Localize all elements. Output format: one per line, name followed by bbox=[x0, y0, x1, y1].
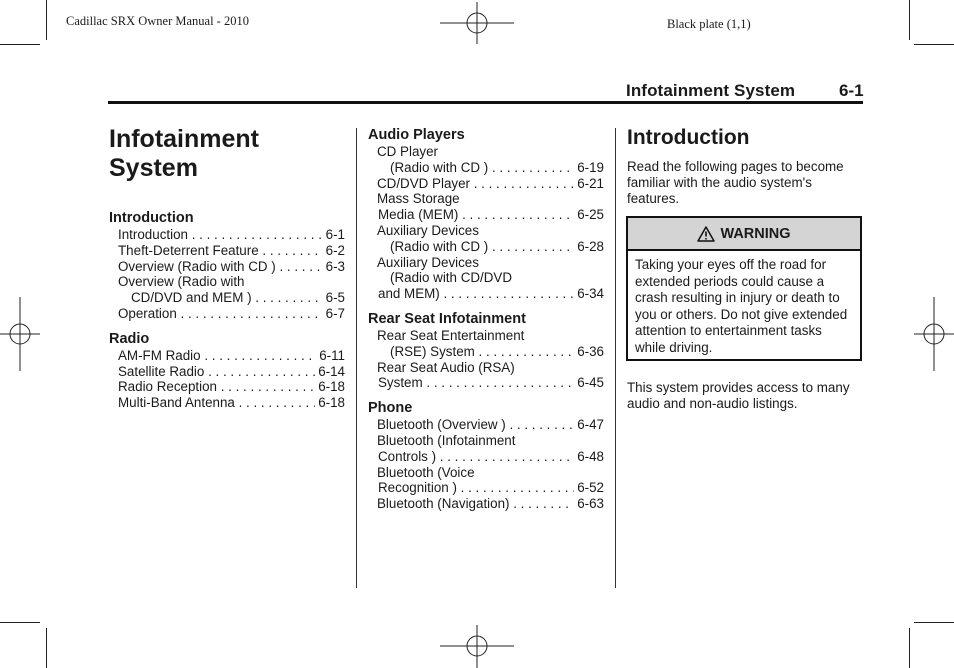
toc-entry-page: 6-2 bbox=[325, 242, 345, 258]
toc-entry[interactable] bbox=[368, 433, 604, 449]
warning-label: WARNING bbox=[720, 225, 791, 242]
crop-mark bbox=[0, 44, 40, 45]
running-header-title: Infotainment System bbox=[626, 81, 796, 100]
toc-entry-page: 6-18 bbox=[318, 379, 345, 395]
toc-entry-text: CD Player bbox=[377, 144, 439, 159]
toc-entry-text: Introduction . . . bbox=[118, 227, 323, 243]
toc-entry-page: 6-25 bbox=[577, 207, 604, 223]
registration-mark-left bbox=[0, 297, 40, 371]
crop-mark bbox=[914, 622, 954, 623]
toc-entry-text: System . . . bbox=[378, 375, 574, 391]
toc-entry[interactable] bbox=[368, 160, 604, 176]
toc-entry-text: Radio Reception . . . bbox=[118, 379, 315, 395]
toc-entry[interactable] bbox=[109, 395, 345, 411]
toc-entry-page: 6-14 bbox=[318, 363, 345, 379]
crop-mark bbox=[46, 628, 47, 668]
toc-entry-text: Bluetooth (Navigation) . . . bbox=[377, 496, 574, 512]
introduction-heading: Introduction bbox=[627, 126, 750, 149]
toc-entry-page: 6-18 bbox=[318, 395, 345, 411]
toc-entry-text: Mass Storage bbox=[377, 191, 460, 207]
toc-gap bbox=[368, 391, 604, 400]
toc-entry-text: (Radio with CD ) . . . bbox=[390, 160, 574, 176]
toc-entry-text: Bluetooth (Voice bbox=[377, 464, 475, 480]
crop-mark bbox=[46, 0, 47, 40]
toc-entry[interactable] bbox=[368, 207, 604, 223]
toc-entry[interactable] bbox=[109, 243, 345, 259]
chapter-title bbox=[109, 125, 259, 183]
warning-box bbox=[626, 216, 862, 361]
print-header-left: Cadillac SRX Owner Manual - 2010 bbox=[66, 14, 249, 28]
toc-entry-page: 6-48 bbox=[577, 448, 604, 464]
registration-mark-top bbox=[440, 2, 514, 44]
toc-entry-text: CD/DVD Player . . . bbox=[377, 176, 574, 192]
chapter-title-line: Infotainment bbox=[109, 125, 259, 153]
registration-mark-right bbox=[914, 297, 954, 371]
toc-entry-text: Theft-Deterrent Feature . . . bbox=[118, 243, 323, 259]
toc-entry[interactable] bbox=[109, 259, 345, 275]
toc-entry-text: CD/DVD and MEM ) . . . bbox=[131, 290, 323, 306]
warning-text: Taking your eyes off the road for extended periods could cause a crash resulting in injury or death to you or others. Do not give extended attention to entertainment tasks while driving. bbox=[635, 257, 848, 355]
column-divider bbox=[356, 128, 357, 588]
crop-mark bbox=[909, 0, 910, 40]
toc-entry-page: 6-1 bbox=[325, 227, 345, 242]
toc-entry[interactable] bbox=[368, 270, 604, 286]
toc-entry-text: Rear Seat Entertainment bbox=[377, 327, 525, 343]
toc-entry-text: Bluetooth (Infotainment bbox=[377, 432, 516, 448]
toc-section-heading: Audio Players bbox=[368, 127, 465, 143]
toc-column-2 bbox=[368, 127, 604, 512]
crop-mark bbox=[0, 622, 40, 623]
toc-entry-text: AM-FM Radio . . . bbox=[118, 348, 316, 364]
toc-entry-page: 6-36 bbox=[577, 343, 604, 359]
header-rule bbox=[108, 101, 863, 104]
toc-entry-page: 6-11 bbox=[319, 347, 345, 363]
toc-entry-text: Auxiliary Devices bbox=[377, 222, 479, 238]
toc-section-heading: Phone bbox=[368, 400, 413, 417]
toc-entry-page: 6-3 bbox=[325, 258, 345, 274]
chapter-title-line: System bbox=[109, 154, 198, 182]
toc-entry-text: Media (MEM) . . . bbox=[378, 207, 574, 223]
toc-entry[interactable] bbox=[109, 306, 345, 322]
toc-entry-text: Auxiliary Devices bbox=[377, 254, 479, 270]
running-header-page: 6-1 bbox=[839, 81, 864, 100]
warning-header bbox=[628, 218, 860, 251]
toc-entry[interactable] bbox=[109, 348, 345, 364]
toc-entry[interactable] bbox=[368, 328, 604, 344]
toc-entry-page: 6-63 bbox=[577, 496, 604, 512]
toc-entry-text: Satellite Radio . . . bbox=[118, 364, 315, 380]
toc-entry-text: Multi-Band Antenna . . . bbox=[118, 395, 315, 411]
toc-entry-text: Rear Seat Audio (RSA) bbox=[377, 359, 515, 375]
toc-entry[interactable] bbox=[368, 375, 604, 391]
toc-entry[interactable] bbox=[368, 480, 604, 496]
toc-entry[interactable] bbox=[368, 449, 604, 465]
toc-entry[interactable] bbox=[368, 223, 604, 239]
toc-entry-page: 6-45 bbox=[577, 375, 604, 391]
toc-entry[interactable] bbox=[109, 290, 345, 306]
warning-icon bbox=[697, 226, 715, 242]
toc-section-heading: Introduction bbox=[109, 210, 194, 226]
toc-entry-page: 6-5 bbox=[325, 290, 345, 306]
toc-entry[interactable] bbox=[109, 274, 345, 290]
toc-entry-page: 6-34 bbox=[577, 286, 604, 302]
toc-entry[interactable] bbox=[368, 344, 604, 360]
toc-entry-text: Overview (Radio with bbox=[118, 274, 245, 290]
toc-entry[interactable] bbox=[368, 465, 604, 481]
toc-entry-text: (Radio with CD ) . . . bbox=[390, 239, 574, 255]
toc-entry-text: (Radio with CD/DVD bbox=[390, 270, 513, 286]
toc-entry-page: 6-47 bbox=[577, 417, 604, 433]
toc-entry-text: Overview (Radio with CD ) . . . bbox=[118, 259, 323, 275]
toc-gap bbox=[109, 322, 345, 331]
toc-entry-text: Operation . . . bbox=[118, 306, 323, 322]
toc-entry[interactable] bbox=[368, 417, 604, 433]
toc-entry-text: Recognition ) . . . bbox=[378, 480, 574, 496]
column-divider bbox=[615, 128, 616, 588]
toc-section-heading: Rear Seat Infotainment bbox=[368, 310, 526, 327]
toc-entry[interactable] bbox=[109, 379, 345, 395]
toc-entry-text: and MEM) . . . bbox=[378, 286, 574, 302]
toc-entry-page: 6-19 bbox=[577, 159, 604, 175]
toc-entry[interactable] bbox=[368, 360, 604, 376]
toc-gap bbox=[368, 302, 604, 311]
toc-entry-page: 6-21 bbox=[577, 175, 604, 191]
registration-mark-bottom bbox=[440, 625, 514, 668]
toc-entry-text: Controls ) . . . bbox=[378, 449, 574, 465]
toc-entry[interactable] bbox=[368, 255, 604, 271]
toc-column-1 bbox=[109, 210, 345, 411]
toc-section-heading: Radio bbox=[109, 330, 150, 347]
toc-entry[interactable] bbox=[368, 144, 604, 160]
system-paragraph: This system provides access to many audio and non-audio listings. bbox=[627, 380, 850, 411]
crop-mark bbox=[914, 44, 954, 45]
toc-entry[interactable] bbox=[368, 496, 604, 512]
toc-entry[interactable] bbox=[109, 364, 345, 380]
crop-mark bbox=[909, 628, 910, 668]
toc-entry[interactable] bbox=[368, 286, 604, 302]
intro-paragraph: Read the following pages to become familiar with the audio system's features. bbox=[627, 159, 844, 206]
toc-entry-text: (RSE) System . . . bbox=[390, 344, 574, 360]
toc-entry-text: Bluetooth (Overview ) . . . bbox=[377, 417, 574, 433]
toc-entry[interactable] bbox=[368, 239, 604, 255]
toc-entry-page: 6-52 bbox=[577, 480, 604, 496]
toc-entry[interactable] bbox=[109, 227, 345, 243]
print-header-right: Black plate (1,1) bbox=[667, 17, 751, 31]
toc-entry-page: 6-28 bbox=[577, 238, 604, 254]
toc-entry[interactable] bbox=[368, 191, 604, 207]
toc-entry[interactable] bbox=[368, 176, 604, 192]
toc-entry-page: 6-7 bbox=[325, 305, 345, 321]
